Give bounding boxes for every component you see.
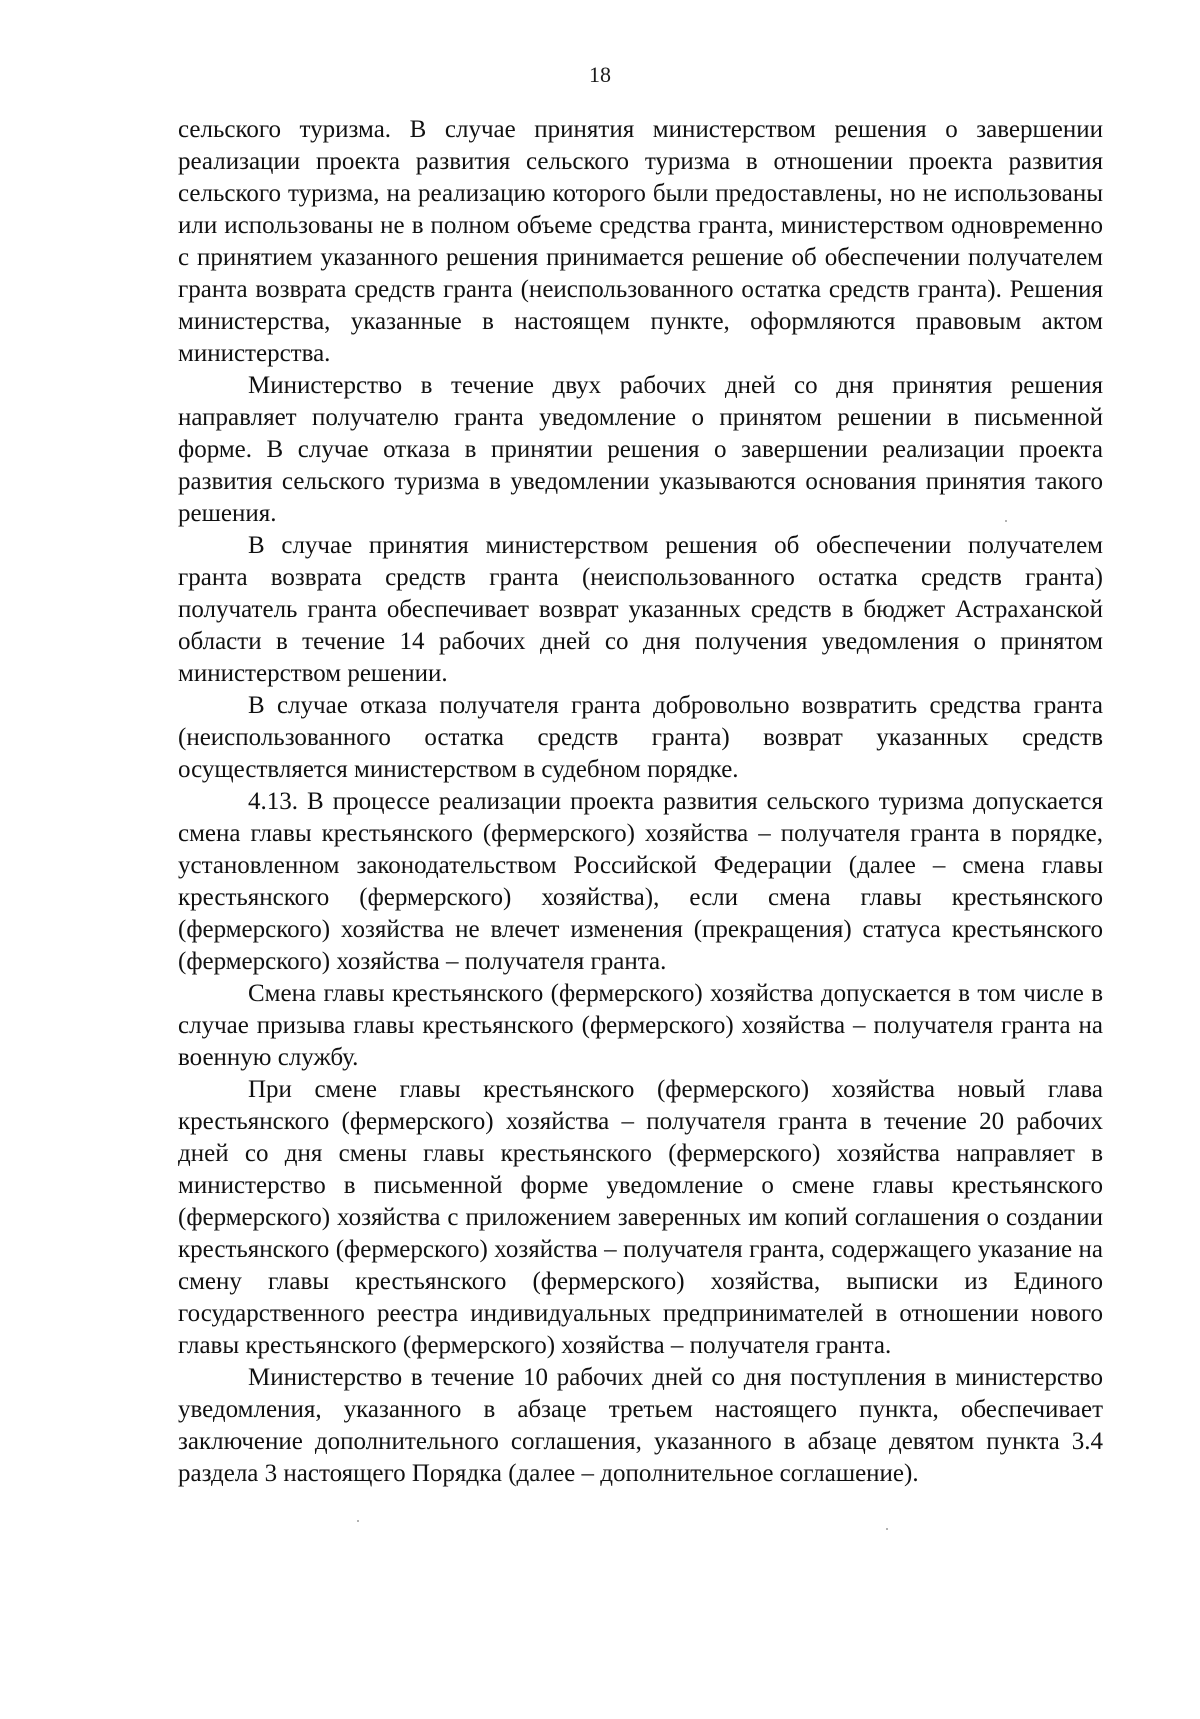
document-body (178, 114, 1103, 1490)
paragraph-head-change-notice: При смене главы крестьянского (фермерского) хозяйства новый глава крестьянского (фермерского) хозяйства – получателя гранта в течение 20 рабочих дней со дня смены главы крестьянского (фермерского) хозяйства направляет в министерство в письменной форме уведомление о смене главы крестьянского (фермерского) хозяйства с приложением заверенных им копий соглашения о создании крестьянского (фермерского) хозяйства – получателя гранта, содержащего указание на смену главы крестьянского (фермерского) хозяйства, выписки из Единого государственного реестра индивидуальных предпринимателей в отношении нового главы крестьянского (фермерского) хозяйства – получателя гранта. (178, 1076, 1103, 1359)
page-number: 18 (589, 62, 611, 87)
scan-speck (886, 1528, 888, 1530)
paragraph-refund-obligation: В случае принятия министерством решения об обеспечении получателем гранта возврата средств гранта (неиспользованного остатка средств гранта) получатель гранта обеспечивает возврат указанных средств в бюджет Астраханской области в течение 14 рабочих дней со дня получения уведомления о принятом министерством решении. (178, 532, 1103, 687)
paragraph-clause-4-13: 4.13. В процессе реализации проекта развития сельского туризма допускается смена главы крестьянского (фермерского) хозяйства – получателя гранта в порядке, установленном законодательством Российской Федерации (далее – смена главы крестьянского (фермерского) хозяйства), если смена главы крестьянского (фермерского) хозяйства не влечет изменения (прекращения) статуса крестьянского (фермерского) хозяйства – получателя гранта. (178, 788, 1103, 975)
scan-speck (357, 1520, 359, 1522)
paragraph-notification: Министерство в течение двух рабочих дней со дня принятия решения направляет получателю гранта уведомление о принятом решении в письменной форме. В случае отказа в принятии решения о завершении реализации проекта развития сельского туризма в уведомлении указываются основания принятия такого решения. (178, 372, 1103, 527)
paragraph-additional-agreement: Министерство в течение 10 рабочих дней со дня поступления в министерство уведомления, указанного в абзаце третьем настоящего пункта, обеспечивает заключение дополнительного соглашения, указанного в абзаце девятом пункта 3.4 раздела 3 настоящего Порядка (далее – дополнительное соглашение). (178, 1364, 1103, 1487)
paragraph-continuation: сельского туризма. В случае принятия министерством решения о завершении реализации проекта развития сельского туризма в отношении проекта развития сельского туризма, на реализацию которого были предоставлены, но не использованы или использованы не в полном объеме средства гранта, министерством одновременно с принятием указанного решения принимается решение об обеспечении получателем гранта возврата средств гранта (неиспользованного остатка средств гранта). Решения министерства, указанные в настоящем пункте, оформляются правовым актом министерства. (178, 116, 1103, 367)
scan-speck (1005, 520, 1007, 522)
paragraph-military-service: Смена главы крестьянского (фермерского) хозяйства допускается в том числе в случае призыва главы крестьянского (фермерского) хозяйства – получателя гранта на военную службу. (178, 980, 1103, 1071)
paragraph-court-recovery: В случае отказа получателя гранта добровольно возвратить средства гранта (неиспользованного остатка средств гранта) возврат указанных средств осуществляется министерством в судебном порядке. (178, 692, 1103, 783)
